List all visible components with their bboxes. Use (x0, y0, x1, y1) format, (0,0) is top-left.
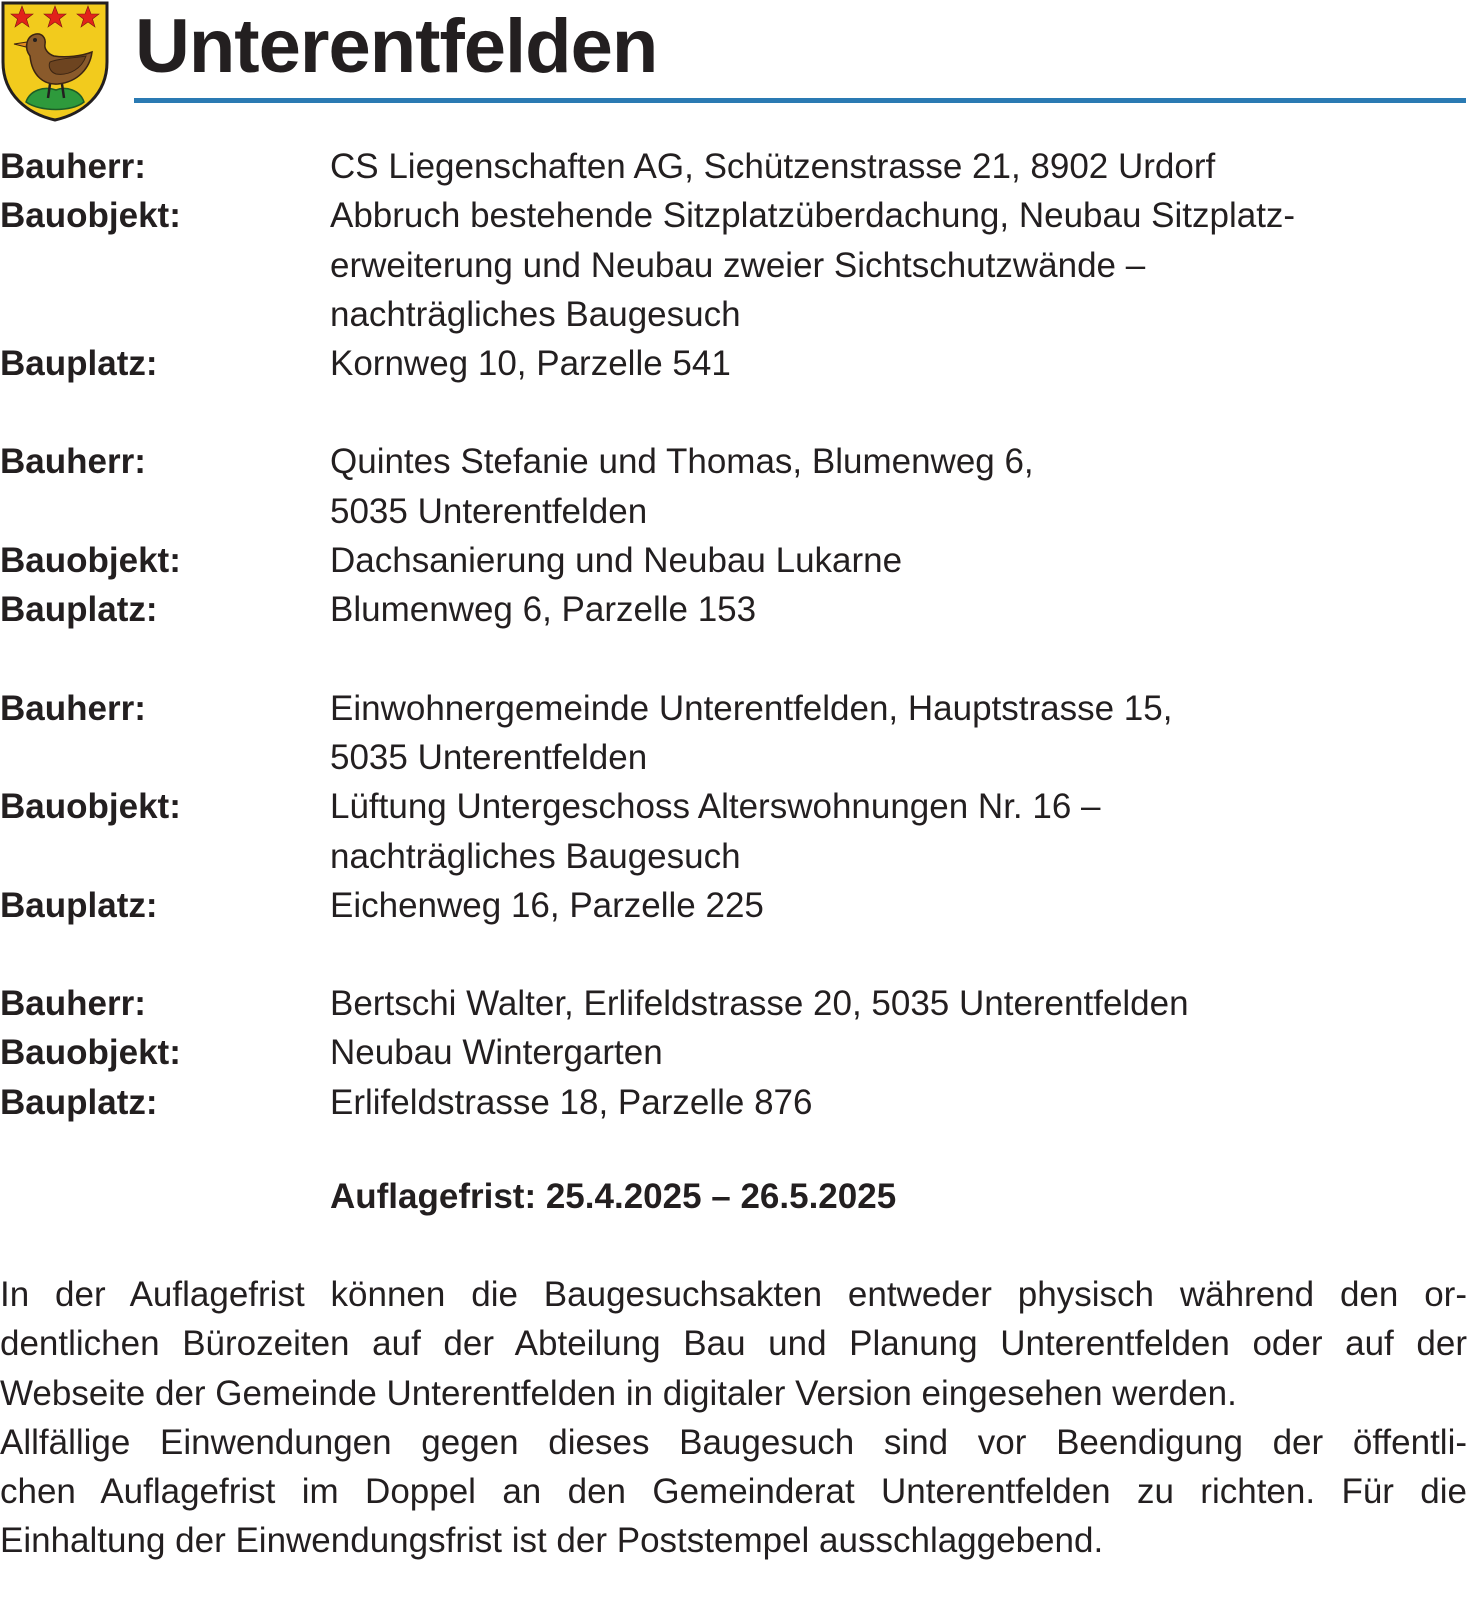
bauherr-row (0, 437, 1467, 536)
building-application-entry (0, 142, 1467, 388)
auflagefrist-deadline: Auflagefrist: 25.4.2025 – 26.5.2025 (330, 1177, 897, 1216)
notice-line: dentlichen Bürozeiten auf der Abteilung Bau und Planung Unterentfelden oder auf der (0, 1324, 1467, 1364)
bauherr-value: Bertschi Walter, Erlifeldstrasse 20, 5035 Unterentfelden (330, 984, 1189, 1024)
page-header (0, 0, 1467, 125)
bauherr-value: Quintes Stefanie und Thomas, Blumenweg 6, 5035 Unterentfelden (330, 442, 1034, 531)
bauherr-value: Einwohnergemeinde Unterentfelden, Hauptstrasse 15, 5035 Unterentfelden (330, 688, 1173, 777)
notice-line: Webseite der Gemeinde Unterentfelden in digitaler Version eingesehen werden. (0, 1373, 1237, 1413)
bauobjekt-row (0, 1028, 1467, 1077)
bauherr-row (0, 979, 1467, 1028)
bauobjekt-row (0, 782, 1467, 881)
bauherr-label: Bauherr: (0, 688, 146, 728)
bauplatz-value: Blumenweg 6, Parzelle 153 (330, 590, 757, 630)
bauplatz-value: Eichenweg 16, Parzelle 225 (330, 885, 764, 925)
notice-line: In der Auflagefrist können die Baugesuchsakten entweder physisch während den or- (0, 1275, 1467, 1314)
bauplatz-row (0, 881, 1467, 930)
bauobjekt-row (0, 191, 1467, 339)
bauherr-label: Bauherr: (0, 147, 146, 186)
bauherr-row (0, 684, 1467, 783)
bauplatz-label: Bauplatz: (0, 885, 158, 925)
bauplatz-label: Bauplatz: (0, 344, 158, 384)
building-application-entry (0, 684, 1467, 930)
coat-of-arms-icon (0, 0, 110, 122)
bauherr-label: Bauherr: (0, 984, 146, 1024)
bauobjekt-value: Lüftung Untergeschoss Alterswohnungen Nr. 16 – nachträgliches Baugesuch (330, 787, 1101, 876)
bauplatz-value: Erlifeldstrasse 18, Parzelle 876 (330, 1082, 813, 1122)
bauobjekt-label: Bauobjekt: (0, 196, 181, 236)
bauobjekt-label: Bauobjekt: (0, 541, 181, 581)
bauobjekt-row (0, 536, 1467, 585)
page-title: Unterentfelden (135, 4, 658, 89)
bauplatz-value: Kornweg 10, Parzelle 541 (330, 344, 731, 384)
bauplatz-row (0, 1078, 1467, 1127)
building-applications-list (0, 142, 1467, 1176)
notice-line: Allfällige Einwendungen gegen dieses Baugesuch sind vor Beendigung der öffentli- (0, 1422, 1467, 1462)
building-application-entry (0, 437, 1467, 634)
bauobjekt-value: Dachsanierung und Neubau Lukarne (330, 541, 903, 581)
notice-paragraph (0, 1270, 1467, 1566)
bauobjekt-label: Bauobjekt: (0, 787, 181, 827)
bauherr-value: CS Liegenschaften AG, Schützenstrasse 21, 8902 Urdorf (330, 147, 1216, 186)
bauherr-label: Bauherr: (0, 442, 146, 482)
bauplatz-row (0, 339, 1467, 388)
notice-line: Einhaltung der Einwendungsfrist ist der Poststempel ausschlaggebend. (0, 1521, 1104, 1561)
building-application-entry (0, 979, 1467, 1127)
bauplatz-row (0, 585, 1467, 634)
bauobjekt-value: Neubau Wintergarten (330, 1033, 663, 1073)
bauplatz-label: Bauplatz: (0, 590, 158, 630)
bauobjekt-label: Bauobjekt: (0, 1033, 181, 1073)
bauherr-row (0, 142, 1467, 191)
bauobjekt-value: Abbruch bestehende Sitzplatzüberdachung, Neubau Sitzplatz- erweiterung und Neubau zweier Sichtschutzwände – nachträgliches Baugesuch (330, 196, 1296, 334)
notice-line: chen Auflagefrist im Doppel an den Gemeinderat Unterentfelden zu richten. Für die (0, 1472, 1467, 1512)
title-underline (134, 98, 1466, 103)
bauplatz-label: Bauplatz: (0, 1082, 158, 1122)
